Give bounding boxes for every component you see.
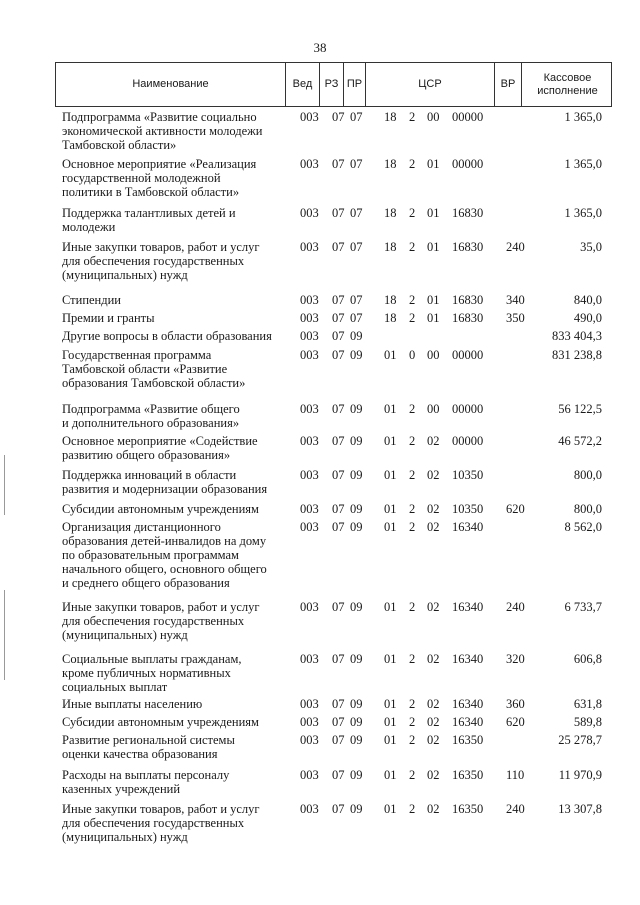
cell-c1: 01: [384, 600, 397, 614]
cell-sum: 1 365,0: [564, 206, 602, 220]
row-name: Поддержка инноваций в области развития и модернизации образования: [62, 468, 268, 496]
cell-pr: 07: [350, 240, 363, 254]
cell-c4: 16340: [452, 652, 484, 666]
cell-c3: 02: [427, 768, 440, 782]
cell-rz: 07: [332, 600, 345, 614]
cell-pr: 09: [350, 652, 363, 666]
cell-ved: 003: [300, 329, 319, 343]
cell-c2: 2: [409, 652, 416, 666]
cell-sum: 35,0: [580, 240, 602, 254]
cell-c2: 2: [409, 110, 416, 124]
cell-c4: 10350: [452, 502, 484, 516]
cell-vr: 110: [506, 768, 525, 782]
row-name: Иные закупки товаров, работ и услуг для обеспечения государственных (муниципальных) нужд: [62, 802, 260, 844]
page-number: 38: [313, 40, 327, 55]
cell-c3: 02: [427, 520, 440, 534]
cell-vr: 620: [506, 502, 525, 516]
cell-pr: 09: [350, 502, 363, 516]
cell-sum: 46 572,2: [558, 434, 602, 448]
cell-c3: 02: [427, 502, 440, 516]
cell-c3: 02: [427, 802, 440, 816]
row-name: Развитие региональной системы оценки качества образования: [62, 733, 235, 761]
header-name: Наименование: [56, 63, 286, 106]
cell-vr: 320: [506, 652, 525, 666]
row-name: Премии и гранты: [62, 311, 155, 325]
cell-sum: 589,8: [573, 715, 602, 729]
cell-sum: 490,0: [573, 311, 602, 325]
cell-c3: 02: [427, 468, 440, 482]
row-name: Субсидии автономным учреждениям: [62, 502, 259, 516]
table-header: [55, 62, 612, 107]
cell-pr: 07: [350, 206, 363, 220]
cell-pr: 07: [350, 293, 363, 307]
cell-c1: 18: [384, 110, 397, 124]
cell-c2: 2: [409, 520, 416, 534]
cell-pr: 09: [350, 402, 363, 416]
cell-pr: 09: [350, 329, 363, 343]
cell-vr: 240: [506, 240, 525, 254]
cell-c3: 02: [427, 697, 440, 711]
cell-c4: 00000: [452, 157, 484, 171]
cell-c4: 16340: [452, 697, 484, 711]
cell-c3: 01: [427, 240, 440, 254]
cell-pr: 09: [350, 348, 363, 362]
cell-rz: 07: [332, 311, 345, 325]
cell-vr: 360: [506, 697, 525, 711]
cell-pr: 07: [350, 311, 363, 325]
cell-c3: 02: [427, 715, 440, 729]
cell-rz: 07: [332, 206, 345, 220]
cell-ved: 003: [300, 652, 319, 666]
row-name: Иные выплаты населению: [62, 697, 203, 711]
cell-c3: 01: [427, 157, 440, 171]
cell-c2: 2: [409, 733, 416, 747]
cell-pr: 09: [350, 434, 363, 448]
cell-c2: 2: [409, 600, 416, 614]
cell-sum: 631,8: [573, 697, 602, 711]
cell-sum: 6 733,7: [564, 600, 602, 614]
row-name: Основное мероприятие «Реализация государственной молодежной политики в Тамбовской области»: [62, 157, 257, 199]
cell-c4: 16340: [452, 715, 484, 729]
cell-c4: 16350: [452, 768, 484, 782]
header-sum: Кассовое исполнение: [537, 71, 598, 97]
cell-ved: 003: [300, 468, 319, 482]
cell-c1: 01: [384, 502, 397, 516]
cell-c2: 2: [409, 468, 416, 482]
cell-sum: 833 404,3: [552, 329, 602, 343]
header-rz: РЗ: [320, 63, 344, 106]
cell-pr: 07: [350, 110, 363, 124]
cell-pr: 07: [350, 157, 363, 171]
cell-rz: 07: [332, 468, 345, 482]
cell-c3: 00: [427, 110, 440, 124]
cell-ved: 003: [300, 600, 319, 614]
cell-ved: 003: [300, 434, 319, 448]
cell-c3: 00: [427, 348, 440, 362]
cell-c3: 02: [427, 600, 440, 614]
cell-c1: 01: [384, 348, 397, 362]
cell-c1: 01: [384, 468, 397, 482]
cell-sum: 606,8: [573, 652, 602, 666]
cell-rz: 07: [332, 348, 345, 362]
cell-sum: 831 238,8: [552, 348, 602, 362]
cell-c1: 01: [384, 402, 397, 416]
cell-ved: 003: [300, 502, 319, 516]
cell-c1: 01: [384, 434, 397, 448]
row-name: Другие вопросы в области образования: [62, 329, 272, 343]
cell-c1: 01: [384, 520, 397, 534]
cell-vr: 240: [506, 600, 525, 614]
row-name: Стипендии: [62, 293, 121, 307]
cell-c1: 18: [384, 293, 397, 307]
cell-ved: 003: [300, 240, 319, 254]
row-name: Субсидии автономным учреждениям: [62, 715, 259, 729]
cell-sum: 11 970,9: [558, 768, 602, 782]
cell-c2: 2: [409, 402, 416, 416]
cell-c4: 16350: [452, 802, 484, 816]
cell-rz: 07: [332, 110, 345, 124]
cell-rz: 07: [332, 768, 345, 782]
cell-sum: 1 365,0: [564, 110, 602, 124]
cell-ved: 003: [300, 110, 319, 124]
cell-pr: 09: [350, 802, 363, 816]
cell-c2: 2: [409, 502, 416, 516]
cell-sum: 800,0: [573, 468, 602, 482]
cell-ved: 003: [300, 402, 319, 416]
cell-c4: 16830: [452, 240, 484, 254]
cell-pr: 09: [350, 600, 363, 614]
cell-c3: 02: [427, 434, 440, 448]
cell-c2: 2: [409, 768, 416, 782]
cell-rz: 07: [332, 802, 345, 816]
cell-c2: 2: [409, 434, 416, 448]
cell-c4: 16340: [452, 520, 484, 534]
cell-ved: 003: [300, 768, 319, 782]
cell-c2: 2: [409, 157, 416, 171]
row-name: Организация дистанционного образования детей-инвалидов на дому по образовательным программам начального общего, основного общего и среднего общего образования: [62, 520, 267, 590]
row-name: Государственная программа Тамбовской области «Развитие образования Тамбовской области»: [62, 348, 246, 390]
cell-pr: 09: [350, 733, 363, 747]
cell-c3: 02: [427, 652, 440, 666]
cell-ved: 003: [300, 206, 319, 220]
cell-pr: 09: [350, 768, 363, 782]
header-pr: ПР: [344, 63, 366, 106]
row-name: Социальные выплаты гражданам, кроме публичных нормативных социальных выплат: [62, 652, 242, 694]
cell-sum: 25 278,7: [558, 733, 602, 747]
cell-c1: 18: [384, 311, 397, 325]
row-name: Поддержка талантливых детей и молодежи: [62, 206, 236, 234]
cell-sum: 840,0: [573, 293, 602, 307]
cell-sum: 1 365,0: [564, 157, 602, 171]
cell-c1: 01: [384, 802, 397, 816]
cell-rz: 07: [332, 652, 345, 666]
cell-c4: 16830: [452, 311, 484, 325]
cell-rz: 07: [332, 502, 345, 516]
cell-c2: 0: [409, 348, 416, 362]
scan-margin-mark: [4, 590, 5, 680]
cell-c3: 01: [427, 311, 440, 325]
cell-rz: 07: [332, 697, 345, 711]
cell-pr: 09: [350, 697, 363, 711]
cell-ved: 003: [300, 293, 319, 307]
cell-vr: 350: [506, 311, 525, 325]
cell-c4: 16830: [452, 293, 484, 307]
header-vr: ВР: [495, 63, 522, 106]
cell-c3: 01: [427, 293, 440, 307]
cell-rz: 07: [332, 293, 345, 307]
cell-rz: 07: [332, 329, 345, 343]
cell-c2: 2: [409, 697, 416, 711]
cell-c4: 10350: [452, 468, 484, 482]
cell-c2: 2: [409, 206, 416, 220]
header-ved: Вед: [286, 63, 320, 106]
cell-sum: 8 562,0: [564, 520, 602, 534]
cell-ved: 003: [300, 520, 319, 534]
cell-c4: 00000: [452, 434, 484, 448]
cell-c1: 01: [384, 697, 397, 711]
cell-c4: 00000: [452, 110, 484, 124]
cell-vr: 340: [506, 293, 525, 307]
row-name: Подпрограмма «Развитие общего и дополнительного образования»: [62, 402, 240, 430]
cell-c1: 01: [384, 733, 397, 747]
cell-c2: 2: [409, 802, 416, 816]
row-name: Расходы на выплаты персоналу казенных учреждений: [62, 768, 230, 796]
cell-ved: 003: [300, 157, 319, 171]
cell-rz: 07: [332, 733, 345, 747]
cell-pr: 09: [350, 715, 363, 729]
cell-c3: 01: [427, 206, 440, 220]
cell-c1: 01: [384, 768, 397, 782]
cell-c4: 16830: [452, 206, 484, 220]
cell-rz: 07: [332, 402, 345, 416]
cell-c1: 01: [384, 715, 397, 729]
row-name: Основное мероприятие «Содействие развитию общего образования»: [62, 434, 258, 462]
cell-c4: 00000: [452, 348, 484, 362]
cell-pr: 09: [350, 520, 363, 534]
cell-rz: 07: [332, 240, 345, 254]
cell-rz: 07: [332, 520, 345, 534]
cell-ved: 003: [300, 733, 319, 747]
cell-ved: 003: [300, 802, 319, 816]
row-name: Иные закупки товаров, работ и услуг для обеспечения государственных (муниципальных) нужд: [62, 240, 260, 282]
cell-c1: 18: [384, 240, 397, 254]
cell-sum: 800,0: [573, 502, 602, 516]
cell-c2: 2: [409, 240, 416, 254]
cell-c4: 00000: [452, 402, 484, 416]
cell-c1: 18: [384, 206, 397, 220]
cell-c1: 01: [384, 652, 397, 666]
cell-rz: 07: [332, 715, 345, 729]
cell-c2: 2: [409, 715, 416, 729]
scan-margin-mark: [4, 455, 5, 515]
cell-ved: 003: [300, 311, 319, 325]
cell-sum: 13 307,8: [558, 802, 602, 816]
cell-c4: 16350: [452, 733, 484, 747]
cell-c4: 16340: [452, 600, 484, 614]
cell-pr: 09: [350, 468, 363, 482]
cell-rz: 07: [332, 157, 345, 171]
row-name: Иные закупки товаров, работ и услуг для обеспечения государственных (муниципальных) нужд: [62, 600, 260, 642]
cell-rz: 07: [332, 434, 345, 448]
row-name: Подпрограмма «Развитие социально экономической активности молодежи Тамбовской области»: [62, 110, 263, 152]
header-csr: ЦСР: [366, 63, 495, 106]
cell-vr: 240: [506, 802, 525, 816]
cell-ved: 003: [300, 697, 319, 711]
cell-c2: 2: [409, 311, 416, 325]
cell-vr: 620: [506, 715, 525, 729]
cell-c1: 18: [384, 157, 397, 171]
cell-ved: 003: [300, 715, 319, 729]
cell-ved: 003: [300, 348, 319, 362]
cell-sum: 56 122,5: [558, 402, 602, 416]
cell-c2: 2: [409, 293, 416, 307]
cell-c3: 02: [427, 733, 440, 747]
cell-c3: 00: [427, 402, 440, 416]
